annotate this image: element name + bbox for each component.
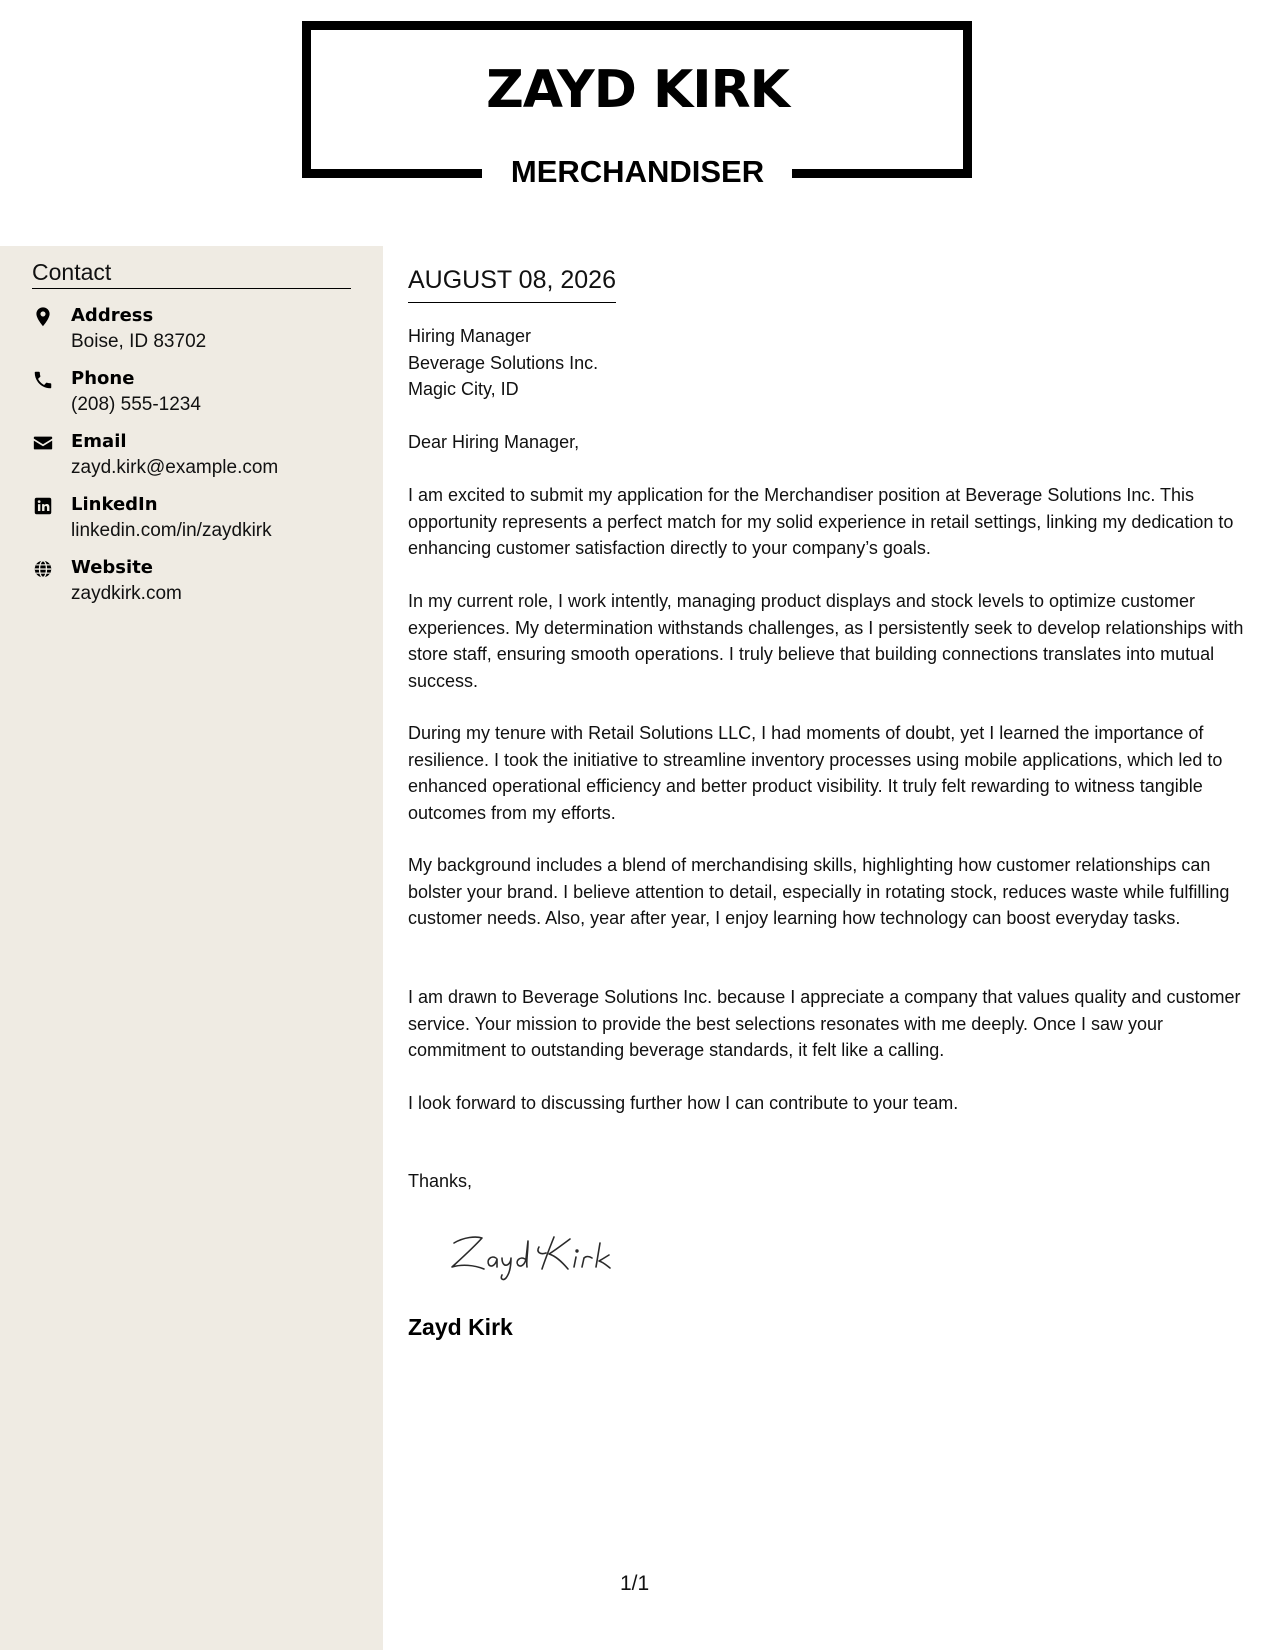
body-paragraph: I am drawn to Beverage Solutions Inc. because I appreciate a company that values quality and customer service. Your mission to provide the best selections resonates with me deeply. Once I saw your commitment to outstanding beverage standards, it felt like a calling. [408, 987, 1241, 1060]
contact-label: Address [71, 305, 154, 326]
contact-item-website [32, 556, 362, 612]
recipient-line: Hiring Manager [408, 326, 532, 346]
contact-heading: Contact [32, 258, 351, 289]
applicant-name: ZAYD KIRK [486, 60, 789, 120]
salutation: Dear Hiring Manager, [408, 432, 580, 452]
page-number: 1/1 [620, 1572, 650, 1595]
job-title: MERCHANDISER [510, 154, 765, 189]
phone-icon [32, 369, 54, 391]
recipient-line: Beverage Solutions Inc. [408, 352, 599, 373]
contact-label: Website [71, 557, 154, 578]
contact-value: Boise, ID 83702 [71, 331, 207, 352]
closing: Thanks, [408, 1171, 473, 1191]
letter-date: AUGUST 08, 2026 [408, 264, 616, 303]
contact-item-phone [32, 367, 362, 423]
body-paragraph: I look forward to discussing further how I can contribute to your team. [408, 1093, 959, 1113]
contact-label: Phone [71, 368, 135, 389]
body-paragraph: My background includes a blend of merchandising skills, highlighting how customer relationships can bolster your brand. I believe attention to detail, especially in rotating stock, reduces waste while fulfilling customer needs. Also, year after year, I enjoy learning how technology can boost everyday tasks. [408, 855, 1230, 928]
signature [446, 1225, 636, 1281]
body-paragraph: During my tenure with Retail Solutions LLC, I had moments of doubt, yet I learned the importance of resilience. I took the initiative to streamline inventory processes using mobile applications, which led to enhanced operational efficiency and better product visibility. It truly felt rewarding to witness tangible outcomes from my efforts. [408, 723, 1223, 823]
contact-value: zayd.kirk@example.com [71, 457, 279, 478]
contact-value: (208) 555-1234 [71, 394, 201, 415]
contact-item-linkedin [32, 493, 362, 549]
linkedin-icon [32, 495, 54, 517]
contact-item-email [32, 430, 362, 486]
globe-icon [32, 558, 54, 580]
contact-sidebar [0, 246, 383, 1650]
contact-item-address [32, 304, 362, 360]
recipient-block [408, 323, 598, 403]
location-pin-icon [32, 306, 54, 328]
recipient-line: Magic City, ID [408, 379, 519, 399]
body-paragraph: In my current role, I work intently, managing product displays and stock levels to optimize customer experiences. My determination withstands challenges, as I persistently seek to develop relationships with store staff, ensuring smooth operations. I truly believe that building connections translates into mutual success. [408, 591, 1244, 691]
signer-name: Zayd Kirk [408, 1314, 513, 1340]
body-paragraph: I am excited to submit my application for the Merchandiser position at Beverage Solutions Inc. This opportunity represents a perfect match for my solid experience in retail settings, linking my dedication to enhancing customer satisfaction directly to your company’s goals. [408, 485, 1234, 558]
envelope-icon [32, 432, 54, 454]
contact-label: LinkedIn [71, 494, 158, 515]
contact-value: zaydkirk.com [71, 583, 182, 604]
contact-label: Email [71, 431, 127, 452]
contact-value: linkedin.com/in/zaydkirk [71, 520, 272, 541]
